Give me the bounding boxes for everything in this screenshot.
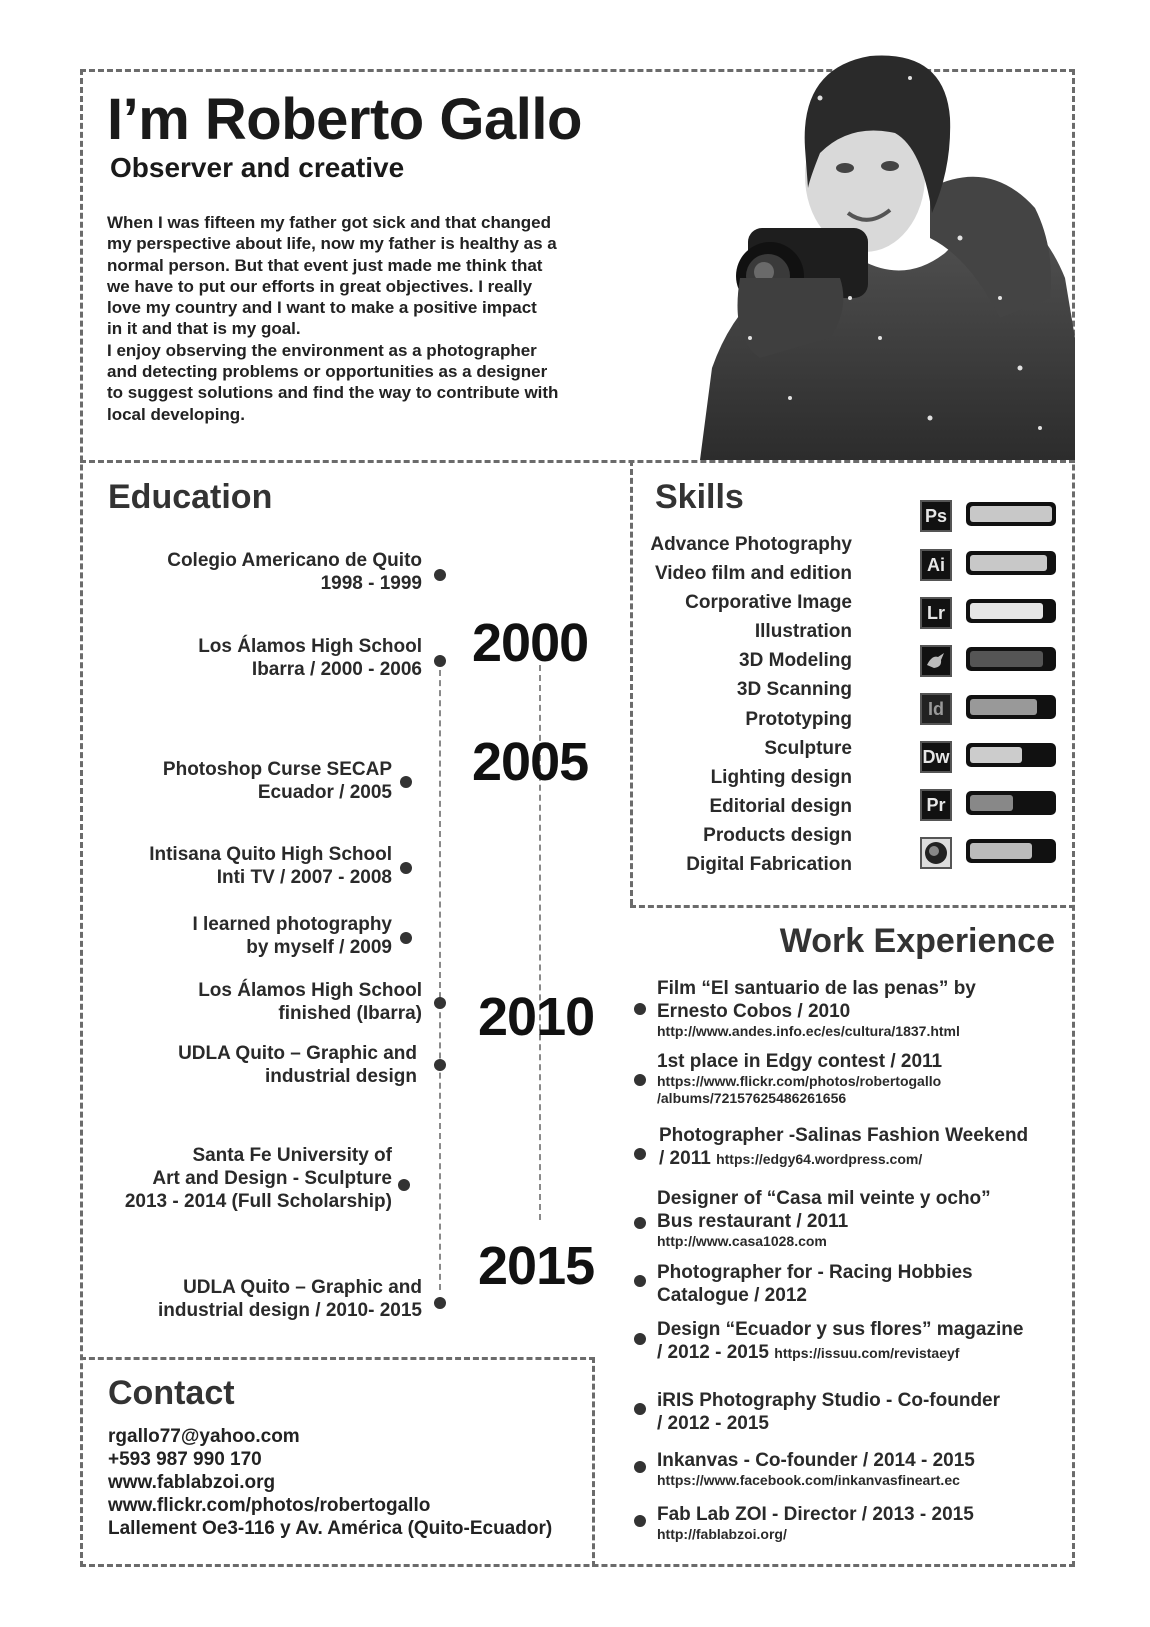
work-bullet xyxy=(634,1461,646,1473)
skill-item: Products design xyxy=(703,825,852,846)
skill-item: 3D Scanning xyxy=(736,679,852,700)
work-experience-heading: Work Experience xyxy=(779,922,1055,960)
education-entry: Los Álamos High School finished (Ibarra) xyxy=(198,980,422,1024)
year-label: 2005 xyxy=(472,732,589,792)
skill-item: Digital Fabrication xyxy=(686,854,852,875)
contact-website[interactable]: www.fablabzoi.org xyxy=(108,1472,276,1493)
bio-line: and detecting problems or opportunities as a designer xyxy=(107,362,548,382)
skill-level-bar xyxy=(966,599,1056,623)
education-entry: UDLA Quito – Graphic and industrial design xyxy=(178,1043,417,1087)
bio-line: I enjoy observing the environment as a photographer xyxy=(107,340,537,360)
skill-level-bar xyxy=(966,551,1056,575)
contact-phone[interactable]: +593 987 990 170 xyxy=(108,1449,262,1470)
skill-item: Editorial design xyxy=(709,796,852,817)
education-entry: Intisana Quito High School Inti TV / 2007 - 2008 xyxy=(149,844,392,888)
work-entry: Photographer -Salinas Fashion Weekend / 2011 https://edgy64.wordpress.com/ xyxy=(659,1125,1029,1169)
bio-line: to suggest solutions and find the way to contribute with xyxy=(107,383,559,403)
skill-level-bar xyxy=(966,695,1056,719)
contact-details xyxy=(108,1425,552,1540)
year-label: 2015 xyxy=(478,1236,595,1296)
skill-level-bar xyxy=(966,647,1056,671)
skill-level-fill xyxy=(970,603,1043,619)
education-entry: I learned photography by myself / 2009 xyxy=(192,914,392,958)
skill-level-bar xyxy=(966,839,1056,863)
frame-left xyxy=(80,69,83,1567)
work-bullet xyxy=(634,1333,646,1345)
education-entry: UDLA Quito – Graphic and industrial design / 2010- 2015 xyxy=(158,1277,422,1321)
portrait-photo xyxy=(700,38,1075,460)
timeline-dot xyxy=(400,776,412,788)
skill-item: Sculpture xyxy=(764,738,852,759)
skill-level-fill xyxy=(970,795,1013,811)
work-entry: Inkanvas - Co-founder / 2014 - 2015 https://www.facebook.com/inkanvasfineart.ec xyxy=(657,1450,975,1488)
education-entry: Los Álamos High School Ibarra / 2000 - 2006 xyxy=(198,636,422,680)
education-entry: Photoshop Curse SECAP Ecuador / 2005 xyxy=(162,759,392,803)
skill-level-bar xyxy=(966,502,1056,526)
work-bullet xyxy=(634,1275,646,1287)
rhinoceros-icon xyxy=(920,645,952,677)
timeline-dot xyxy=(434,569,446,581)
timeline-dot xyxy=(434,1059,446,1071)
skill-level-fill xyxy=(970,843,1032,859)
skill-item: Illustration xyxy=(754,621,852,642)
dreamweaver-icon: Dw xyxy=(920,741,952,773)
education-entry: Santa Fe University of Art and Design - Sculpture 2013 - 2014 (Full Scholarship) xyxy=(124,1145,392,1212)
tagline: Observer and creative xyxy=(110,152,405,183)
work-entry: Film “El santuario de las penas” by Ernesto Cobos / 2010 http://www.andes.info.ec/es/cultura/1837.html xyxy=(657,978,976,1039)
premiere-icon: Pr xyxy=(920,789,952,821)
skill-item: Advance Photography xyxy=(650,534,852,555)
work-entry: Photographer for - Racing Hobbies Catalogue / 2012 xyxy=(657,1262,973,1306)
photoshop-icon: Ps xyxy=(920,500,952,532)
work-bullet xyxy=(634,1074,646,1086)
bio-line: my perspective about life, now my father is healthy as a xyxy=(107,234,557,254)
work-bullet xyxy=(634,1403,646,1415)
skill-item: Corporative Image xyxy=(685,592,852,613)
skill-level-fill xyxy=(970,555,1047,571)
timeline-line xyxy=(439,670,441,1290)
divider-skills-left xyxy=(630,460,633,905)
skill-item: Video film and edition xyxy=(654,563,852,584)
work-entry: 1st place in Edgy contest / 2011 https://www.flickr.com/photos/robertogallo /albums/72157625486261656 xyxy=(657,1051,943,1106)
skill-item: 3D Modeling xyxy=(739,650,852,671)
work-entry: Design “Ecuador y sus flores” magazine / 2012 - 2015 https://issuu.com/revistaeyf xyxy=(657,1319,1024,1363)
bio-paragraph xyxy=(107,212,627,425)
work-bullet xyxy=(634,1148,646,1160)
frame-bottom xyxy=(80,1564,1075,1567)
timeline-dot xyxy=(434,997,446,1009)
skill-level-fill xyxy=(970,699,1037,715)
year-label: 2010 xyxy=(478,987,595,1047)
year-label: 2000 xyxy=(472,613,589,673)
contact-address: Lallement Oe3-116 y Av. América (Quito-Ecuador) xyxy=(108,1518,553,1539)
bio-line: we have to put our efforts in great objectives. I really xyxy=(107,276,533,296)
work-bullet xyxy=(634,1217,646,1229)
indesign-icon: Id xyxy=(920,693,952,725)
timeline-dot xyxy=(400,932,412,944)
education-heading: Education xyxy=(108,478,273,516)
timeline-dot xyxy=(400,862,412,874)
contact-email[interactable]: rgallo77@yahoo.com xyxy=(108,1426,300,1447)
cinema4d-icon xyxy=(920,837,952,869)
timeline-dot xyxy=(434,1297,446,1309)
contact-heading: Contact xyxy=(108,1374,235,1412)
timeline-dot xyxy=(398,1179,410,1191)
work-bullet xyxy=(634,1003,646,1015)
skill-item: Lighting design xyxy=(710,767,852,788)
skill-level-fill xyxy=(970,747,1022,763)
contact-flickr[interactable]: www.flickr.com/photos/robertogallo xyxy=(108,1495,431,1516)
skill-level-bar xyxy=(966,791,1056,815)
skill-level-fill xyxy=(970,651,1043,667)
skills-heading: Skills xyxy=(655,478,744,516)
skill-level-fill xyxy=(970,506,1052,522)
work-entry: iRIS Photography Studio - Co-founder / 2012 - 2015 xyxy=(657,1390,1001,1434)
skill-item: Prototyping xyxy=(745,709,852,730)
bio-line: local developing. xyxy=(107,404,245,424)
illustrator-icon: Ai xyxy=(920,549,952,581)
bio-line: in it and that is my goal. xyxy=(107,319,301,339)
lightroom-icon: Lr xyxy=(920,597,952,629)
work-entry: Designer of “Casa mil veinte y ocho” Bus restaurant / 2011 http://www.casa1028.com xyxy=(657,1188,991,1249)
bio-line: normal person. But that event just made me think that xyxy=(107,255,543,275)
divider-contact-right xyxy=(592,1357,595,1567)
work-bullet xyxy=(634,1515,646,1527)
skill-level-bar xyxy=(966,743,1056,767)
page-title: I’m Roberto Gallo xyxy=(107,87,582,152)
work-entry: Fab Lab ZOI - Director / 2013 - 2015 http://fablabzoi.org/ xyxy=(657,1504,974,1542)
divider-header xyxy=(80,460,1075,463)
divider-contact-top xyxy=(80,1357,595,1360)
education-entry: Colegio Americano de Quito 1998 - 1999 xyxy=(167,550,422,594)
timeline-dot xyxy=(434,655,446,667)
divider-skills-bottom xyxy=(630,905,1075,908)
bio-line: love my country and I want to make a positive impact xyxy=(107,298,537,318)
bio-line: When I was fifteen my father got sick and that changed xyxy=(107,213,551,232)
